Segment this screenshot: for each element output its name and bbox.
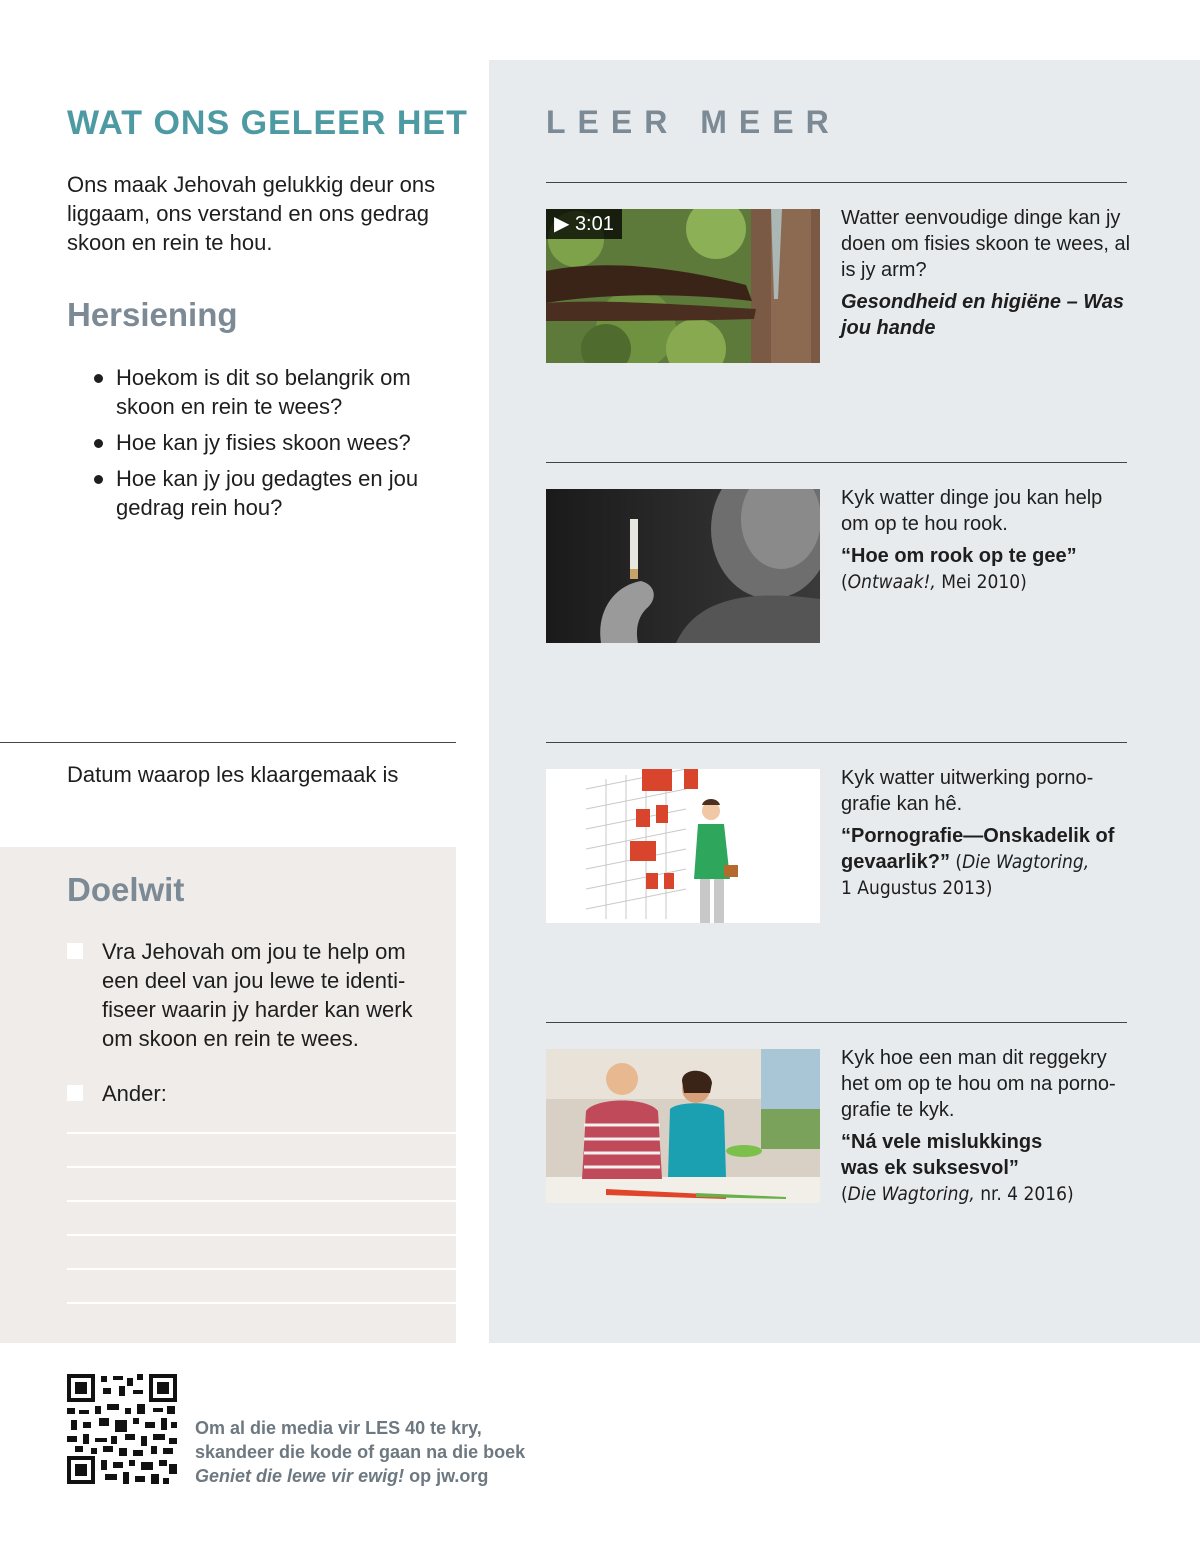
review-item: Hoe kan jy jou gedagtes en jou gedrag rein hou? [90, 464, 450, 522]
goal-item-text: Vra Jehovah om jou te help om een deel van jou lewe te identifiseer waarin jy harder kan werk om skoon en rein te wees. [102, 939, 413, 1051]
write-line[interactable] [67, 1234, 456, 1236]
video-duration: 3:01 [574, 213, 614, 235]
write-line[interactable] [67, 1268, 456, 1270]
media-title-link[interactable]: “Ná vele mislukkings was ek suksesvol” [841, 1131, 1043, 1179]
review-item: Hoekom is dit so belangrik om skoon en rein te wees? [90, 363, 450, 421]
play-icon: ▶ [554, 213, 575, 235]
media-divider [546, 182, 1127, 183]
media-item-text [841, 205, 1131, 341]
man-reading-phone-illustration [546, 769, 820, 923]
write-line[interactable] [67, 1200, 456, 1202]
media-title-link[interactable]: “Pornografie—Onskadelik of gevaarlik?” (Die Wagtoring, [841, 825, 1115, 873]
goal-heading: Doelwit [67, 871, 185, 908]
date-divider [0, 742, 456, 743]
couple-cooking-image [546, 1049, 820, 1203]
media-item-text [841, 1045, 1131, 1207]
media-description: Kyk watter uitwerking pornografie kan hê. [841, 767, 1094, 815]
media-description: Watter eenvoudige dinge kan jy doen om fisies skoon te wees, al is jy arm? [841, 207, 1131, 281]
media-description: Kyk watter dinge jou kan help om op te hou rook. [841, 487, 1103, 535]
goal-checkbox[interactable] [67, 943, 83, 959]
completion-date-label: Datum waarop les klaargemaak is [67, 762, 399, 787]
qr-code-icon [67, 1374, 177, 1484]
write-line[interactable] [67, 1166, 456, 1168]
goal-item-text: Ander: [102, 1081, 167, 1106]
goal-item[interactable] [67, 937, 437, 1053]
media-divider [546, 742, 1127, 743]
goal-checkbox[interactable] [67, 1085, 83, 1101]
footer-line: Geniet die lewe vir ewig! op jw.org [195, 1466, 489, 1486]
lesson-summary-text: Ons maak Jehovah gelukkig deur ons liggaam, ons verstand en ons gedrag skoon en rein te hou. [67, 172, 436, 255]
media-title-link[interactable]: Gesondheid en higiëne – Was jou hande [841, 291, 1125, 339]
media-item-text [841, 765, 1131, 901]
video-duration-badge [546, 209, 622, 239]
goal-item-other[interactable] [67, 1079, 437, 1108]
media-item-text [841, 485, 1131, 595]
lesson-summary-heading: WAT ONS GELEER HET [67, 104, 468, 142]
write-line[interactable] [67, 1302, 456, 1304]
pornography-article-thumbnail[interactable] [546, 769, 820, 923]
media-source: 1 Augustus 2013) [841, 877, 993, 899]
man-holding-cigarette-image [546, 489, 820, 643]
success-story-thumbnail[interactable] [546, 1049, 820, 1203]
handwashing-video-thumbnail[interactable] [546, 209, 820, 363]
review-list [90, 363, 450, 529]
write-line[interactable] [67, 1132, 456, 1134]
media-source: (Die Wagtoring, nr. 4 2016) [841, 1183, 1074, 1205]
review-heading: Hersiening [67, 296, 238, 333]
media-divider [546, 462, 1127, 463]
footer-line: skandeer die kode of gaan na die boek [195, 1442, 526, 1462]
media-description: Kyk hoe een man dit reggekry het om op te hou om na pornografie te kyk. [841, 1047, 1116, 1121]
qr-code[interactable] [67, 1374, 177, 1484]
footer-text [195, 1416, 525, 1488]
learn-more-heading: LEER MEER [546, 104, 841, 140]
footer-line: Om al die media vir LES 40 te kry, [195, 1418, 482, 1438]
media-title-link[interactable]: “Hoe om rook op te gee” [841, 545, 1077, 567]
media-divider [546, 1022, 1127, 1023]
media-source: (Ontwaak!, Mei 2010) [841, 571, 1027, 593]
review-item: Hoe kan jy fisies skoon wees? [90, 428, 450, 457]
smoking-article-thumbnail[interactable] [546, 489, 820, 643]
